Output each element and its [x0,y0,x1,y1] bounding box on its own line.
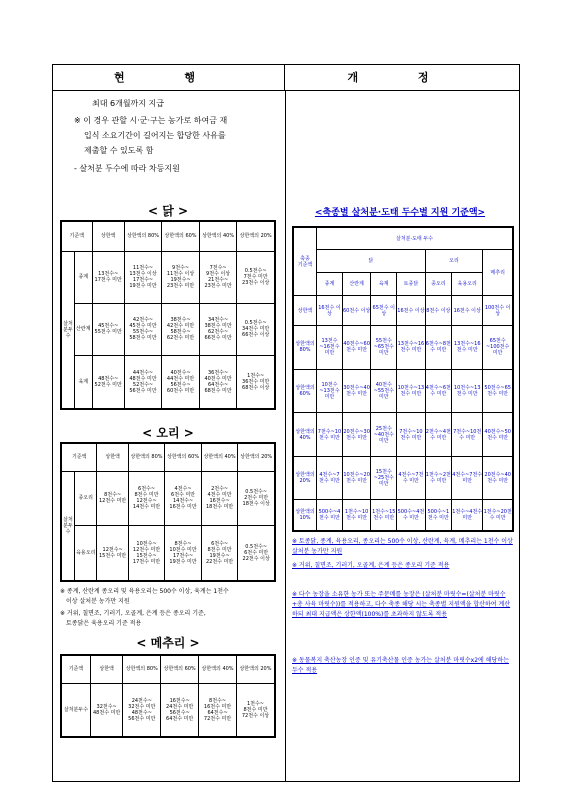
cell-text: 0.5천수~ [244,268,267,275]
cell-text: 9천수~ [172,265,190,272]
table-header: 상한액 [92,221,124,251]
table-header: 기준액 [61,655,90,683]
table-cell: 13천수~16천수 미만 [397,326,425,370]
cell-text: 19천수 미만 [169,558,197,565]
revised-table [292,226,514,532]
cell-text: 24천수~ [131,697,152,704]
cell-text: 16천수~ [169,697,190,704]
table-cell: 10천수~13천수 미만 [317,369,343,413]
cell-text: 7천수~ [209,265,227,272]
column-header: 육용오리 [452,273,483,296]
table-cell [201,525,238,581]
cell-text: 56천수 미만 [129,388,157,395]
column-divider [285,91,286,781]
table-cell: 6천수~8천수 미만 [425,326,451,370]
cell-text: 58천수 미만 [129,335,157,342]
cell-text: 15천수~ [136,552,157,559]
table-cell: 20천수~40천수 미만 [483,456,513,500]
cell-text: 12천수~ [136,498,157,505]
revised-title: <축종별 살처분·도태 두수별 지원 기준액> [314,208,486,218]
table-cell: 500수~4천수 미만 [397,500,425,531]
cell-text: 기준액 [297,261,313,268]
cell-text: 19천수~ [209,552,230,559]
table-header: 상한액의 80% [123,655,161,683]
intro-line-5: - 살처분 두수에 따라 차등지원 [74,164,180,173]
cell-text: 15천수 미만 [98,552,127,559]
group-header: 살처분·도태 두수 [317,227,514,250]
table-cell: 1천수~10천수 미만 [342,500,370,531]
table-header: 상한액의 60% [165,443,202,471]
table-cell: 60천수 이상 [342,296,370,326]
table-cell: 7천수~10천수 미만 [397,413,425,457]
cell-text: 48천수 미만 [93,709,121,716]
cell-text: 0.5천수~ [245,543,268,550]
table-cell [199,683,237,737]
table-cell: 8천수 이상 [425,296,451,326]
table-header: 상한액의 20% [238,443,275,471]
cell-text: 16천수 미만 [169,504,197,511]
column-header: 산란계 [342,273,370,296]
table-cell: 13천수~16천수 미만 [452,326,483,370]
cell-text: 38천수 미만 [204,323,232,330]
table-cell [92,251,124,303]
table-header: 상한액의 40% [201,443,238,471]
cell-text: 42천수~ [132,317,154,324]
table-cell: 65천수~100천수 미만 [483,326,513,370]
table-cell: 40천수~55천수 미만 [371,369,397,413]
table-cell [128,525,165,581]
duck-note-2: ※ 거위, 칠면조, 기러기, 오골계, 은계 등은 종오리 기준, [60,610,206,617]
cell-text: 축종 [300,255,310,262]
table-cell: 25천수~40천수 미만 [371,413,397,457]
duck-group-header: 오리 [425,250,483,273]
cell-text: 12천수 미만 [132,546,161,553]
cell-text: 32천수~ [96,703,117,710]
cell-text: 34천수~ [207,317,229,324]
table-header: 상한액의 60% [161,655,199,683]
column-header: 육계 [371,273,397,296]
table-cell: 1천수~2천수 미만 [425,456,451,500]
table-cell [237,251,275,303]
cell-text: 2천수~ [211,486,229,493]
table-cell: 40천수~50천수 미만 [483,413,513,457]
kind-cell: 살처분두수 [61,683,90,737]
table-row [293,456,513,500]
quail-title: < 메추리 > [136,636,200,650]
duck-note-1b: 이상 살처분 농가만 지원 [66,598,130,605]
cell-text: 34천수 미만 [242,326,270,333]
revised-note-2: ※ 거위, 칠면조, 기러기, 오골계, 은계 등은 종오리 기준 적용 [292,562,450,569]
table-cell [92,356,124,409]
cell-text: 56천수~ [170,382,191,389]
cell-text: 24천수 미만 [166,703,194,710]
cell-text: 38천수~ [170,317,191,324]
cell-text: 56천수~ [169,709,190,716]
corner-cell [293,227,317,296]
kind-cell: 육계 [75,356,93,409]
duck-note-2b: 토종닭은 육용오리 기준 적용 [66,620,142,627]
table-row [293,500,513,531]
intro-line-4: 제출할 수 있도록 함 [84,146,154,155]
row-group-label: 살처분두수 [61,471,75,581]
table-header: 기준액 [61,221,92,251]
cell-text: 68천수 미만 [204,388,232,395]
table-cell: 4천수~7천수 미만 [317,456,343,500]
table-cell: 40천수~60천수 미만 [342,326,370,370]
cell-text: 8천수~ [104,492,122,499]
row-label: 상한액 [293,296,317,326]
table-header: 상한액의 20% [236,655,275,683]
cell-text: 72천수 이상 [241,712,270,719]
table-cell [124,303,162,355]
table-cell [90,683,122,737]
column-header: 토종닭 [397,273,425,296]
row-label: 상한액의 80% [293,326,317,370]
table-cell: 1천수~20천수 미만 [483,500,513,531]
table-cell: 1천수~15천수 미만 [371,500,397,531]
revised-note-4: ※ 동물복지 축산농장 인증 및 유기축산물 인증 농가는 살처분 마릿수x2에 해당하는 두수 적용 [292,657,509,674]
cell-text: 8천수 미만 [243,706,268,713]
table-cell [199,303,237,355]
table-cell [199,356,237,409]
table-cell: 15천수~25천수 미만 [371,456,397,500]
cell-text: 17천수~ [172,552,194,559]
intro-line-2: ※ 이 경우 관할 시·군·구는 농가로 하여금 재 [74,116,228,125]
revised-note-3: ※ 다수 농장을 소유한 농가 또는 주문메를 농장은 (살처분 마릿수=(살처분 마릿수+총 사육 마릿수))를 적용하고, 다수 축종 해당 시는 축종별 지원액을 합산하여 계산하되 최대 지급액은 상한액(100%)를 초과하지 않도록 적용 [292,591,511,618]
cell-text: 19천수~ [170,277,191,284]
cell-text: 17천수 미만 [132,558,161,565]
duck-note-1: ※ 종계, 산란계 종오리 및 육용오리는 500수 이상, 육계는 1천수 [60,588,229,595]
cell-text: 62천수~ [207,329,229,336]
cell-text: 68천수 이상 [242,385,270,392]
table-cell: 20천수~30천수 미만 [342,413,370,457]
cell-text: 21천수~ [207,277,229,284]
cell-text: 58천수~ [170,329,191,336]
cell-text: 52천수~ [132,382,154,389]
cell-text: 12천수 미만 [98,498,127,505]
table-cell [124,251,162,303]
cell-text: 66천수 이상 [242,332,270,339]
revised-table-body [293,296,513,531]
cell-text: 0.5천수~ [245,489,268,496]
cell-text: 14천수~ [172,498,194,505]
table-cell [123,683,161,737]
table-cell: 2천수~4천수 미만 [425,413,451,457]
cell-text: 13천수~ [98,271,119,278]
duck-table [60,442,276,582]
table-cell [128,471,165,525]
row-group-label: 살처분두수 [61,251,75,409]
table-cell: 4천수~7천수 미만 [452,456,483,500]
cell-text: 17천수 미만 [94,277,122,284]
table-cell [199,251,237,303]
kind-cell: 종계 [75,251,93,303]
cell-text: 12천수~ [102,546,123,553]
table-cell: 4천수~7천수 미만 [397,456,425,500]
intro-line-3: 입식 소요기간이 길어지는 합당한 사유를 [84,131,226,140]
table-cell [161,683,199,737]
cell-text: 44천수~ [132,370,154,377]
cell-text: 22천수 이상 [242,555,270,562]
duck-title: < 오리 > [142,426,194,440]
cell-text: 23천수 미만 [166,283,195,290]
cell-text: 64천수 미만 [166,715,194,722]
intro-line-1: 최대 6개월까지 지급 [92,99,164,108]
table-cell: 500수~4천수 미만 [317,500,343,531]
row-label: 상한액의 60% [293,369,317,413]
table-cell [238,525,275,581]
row-label: 상한액의 20% [293,456,317,500]
cell-text: 45천수~ [98,323,119,330]
cell-text: 42천수 미만 [166,323,195,330]
table-cell: 16천수 이상 [317,296,343,326]
cell-text: 8천수~ [209,697,227,704]
cell-text: 10천수 미만 [169,546,197,553]
quail-header: 메추리 [483,250,513,296]
table-cell: 1천수~4천수 미만 [452,500,483,531]
table-header: 상한액 [90,655,122,683]
table-row [293,369,513,413]
cell-text: 8천수 미만 [134,492,159,499]
revised-header: 개 정 [285,65,519,91]
table-header: 상한액의 80% [128,443,165,471]
cell-text: 7천수 미만 [243,274,268,281]
column-header: 종계 [317,273,343,296]
table-cell: 30천수~40천수 미만 [342,369,370,413]
table-row [293,326,513,370]
row-label: 상한액의 10% [293,500,317,531]
cell-text: 10천수~ [136,540,157,547]
cell-text: 16천수 미만 [203,703,232,710]
cell-text: 23천수 이상 [242,280,270,287]
cell-text: 19천수 미만 [129,283,157,290]
cell-text: 8천수 미만 [207,546,232,553]
cell-text: 36천수~ [207,370,229,377]
table-row [293,296,513,326]
cell-text: 23천수 미만 [204,283,232,290]
table-cell: 50천수~65천수 미만 [483,369,513,413]
table-cell: 65천수 이상 [371,296,397,326]
cell-text: 1천수~ [247,373,265,380]
quail-table [60,654,276,738]
cell-text: 11천수 이상 [166,271,195,278]
table-cell: 10천수~13천수 미만 [452,369,483,413]
table-cell [165,525,202,581]
table-cell [162,356,200,409]
table-cell [238,471,275,525]
table-cell: 500수~1천수 미만 [425,500,451,531]
cell-text: 22천수 미만 [205,558,234,565]
column-header: 종오리 [425,273,451,296]
cell-text: 6천수~ [211,540,229,547]
cell-text: 6천수 미만 [244,549,269,556]
table-cell [236,683,275,737]
cell-text: 18천수 이상 [242,501,270,508]
table-header: 상한액의 40% [199,655,237,683]
table-row [293,413,513,457]
cell-text: 48천수~ [131,709,152,716]
row-label: 상한액의 40% [293,413,317,457]
table-cell: 4천수~6천수 미만 [425,369,451,413]
cell-text: 44천수 미만 [166,376,195,383]
cell-text: 17천수~ [132,277,154,284]
kind-cell: 종오리 [75,471,97,525]
table-header: 상한액의 40% [199,221,237,251]
table-cell [162,303,200,355]
cell-text: 32천수 미만 [128,703,156,710]
cell-text: 8천수~ [174,540,192,547]
current-header: 현 행 [53,65,285,91]
cell-text: 66천수 미만 [204,335,232,342]
cell-text: 14천수 미만 [132,504,161,511]
kind-cell: 산란계 [75,303,93,355]
cell-text: 52천수 미만 [94,382,122,389]
table-cell: 16천수 이상 [397,296,425,326]
table-cell: 7천수~10천수 미만 [452,413,483,457]
cell-text: 48천수 미만 [129,376,157,383]
cell-text: 0.5천수~ [244,320,267,327]
table-cell [165,471,202,525]
table-cell [97,471,128,525]
cell-text: 48천수~ [98,376,119,383]
cell-text: 2천수 미만 [244,495,269,502]
cell-text: 56천수 미만 [128,715,156,722]
chicken-group-header: 닭 [317,250,426,273]
table-cell: 55천수~65천수 미만 [371,326,397,370]
cell-text: 11천수~ [132,265,154,272]
cell-text: 1천수~ [246,700,264,707]
table-header: 상한액의 20% [237,221,275,251]
chicken-title: < 닭 > [147,204,189,218]
table-cell [237,303,275,355]
table-cell: 100천수 이상 [483,296,513,326]
table-cell [124,356,162,409]
cell-text: 6천수~ [138,486,156,493]
table-cell: 16천수 이상 [452,296,483,326]
table-cell: 10천수~13천수 미만 [397,369,425,413]
table-cell [162,251,200,303]
cell-text: 45천수 미만 [129,323,157,330]
cell-text: 64천수~ [207,709,228,716]
cell-text: 18천수 미만 [205,504,234,511]
cell-text: 40천수~ [170,370,191,377]
table-cell: 7천수~10천수 미만 [317,413,343,457]
cell-text: 64천수~ [207,382,229,389]
cell-text: 4천수~ [174,486,192,493]
cell-text: 55천수 미만 [94,329,122,336]
cell-text: 55천수~ [132,329,154,336]
table-cell: 10천수~20천수 미만 [342,456,370,500]
chicken-table [60,220,276,410]
cell-text: 6천수 미만 [171,492,196,499]
kind-cell: 육용오리 [75,525,97,581]
table-cell [92,303,124,355]
table-header: 상한액의 80% [124,221,162,251]
cell-text: 40천수 미만 [204,376,232,383]
table-header: 상한액 [97,443,128,471]
cell-text: 9천수 이상 [206,271,231,278]
table-cell [237,356,275,409]
cell-text: 60천수 미만 [166,388,195,395]
cell-text: 4천수 미만 [207,492,232,499]
table-cell: 13천수~16천수 미만 [317,326,343,370]
table-header: 기준액 [61,443,97,471]
table-header: 상한액의 60% [162,221,200,251]
table-cell [201,471,238,525]
cell-text: 62천수 미만 [166,335,195,342]
revised-note-1: ※ 토종닭, 종계, 육용오리, 종오리는 500수 이상, 산란계, 육계, 메추리는 1천수 이상 살처분 농가만 지원 [292,538,513,555]
cell-text: 13천수 이상 [129,271,157,278]
cell-text: 16천수~ [209,498,230,505]
cell-text: 36천수 미만 [242,379,270,386]
table-cell [97,525,128,581]
cell-text: 72천수 미만 [203,715,232,722]
